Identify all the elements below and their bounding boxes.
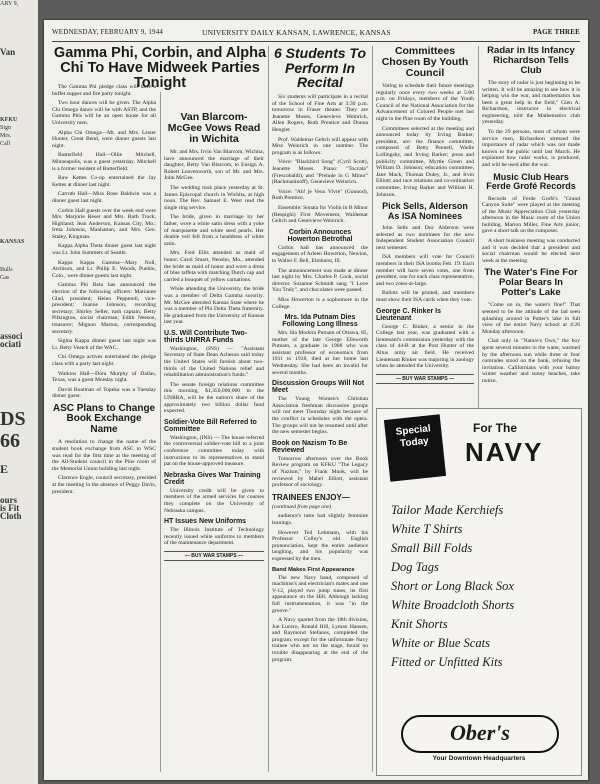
article-paragraph: Alpha Chi Omega—Mr. and Mrs. Lester Hunter, Great Bend, were dinner guests last night. [52, 129, 156, 149]
column-3 [272, 46, 368, 774]
prev-line: ARY 9, [0, 1, 19, 7]
prev-line: E [0, 462, 9, 476]
article-paragraph: Kappa Alpha Theta dinner guest last night was Lt. John Summers of Seattle. [52, 243, 156, 257]
article-paragraph: The Young Women's Christian Association freshman discussion groups will not meet Thursday night because of the conflict in schedules with the opera. The groups will not be resumed until after the new semester begins. [272, 396, 368, 436]
ad-item: White Broadcloth Shorts [391, 598, 515, 612]
article-paragraph: audience's taste had slightly feminine leanings. [272, 513, 368, 526]
article-headline: Soldier-Vote Bill Referred to Committee [164, 418, 257, 433]
article-paragraph: Records of Ferde Grofé's "Grand Canyon Suite" were played at the meeting of the Music Appreciation Club yesterday afternoon in the Music room of the Union building. Marion Miller, Fine Arts junior, gave a short talk on the composer. [482, 195, 580, 235]
prev-line: ours [0, 495, 18, 505]
article-paragraph: Corbin Hall guests over the week end were Mrs. Marjorie Reser and Mrs. Ruth Trock, Highland; Jean Anderson, Kansas City, Mo.; Irma Johnson, Manhattan; and Mrs. Geo. Staley, Kingman. [52, 207, 156, 240]
prev-line: 66 [0, 430, 20, 452]
prev-line: associ [0, 331, 23, 341]
article-paragraph: Watkins Hall—Dora Murphy of Dallas, Texas, was a guest Monday night. [52, 370, 156, 384]
prev-line: Sign [0, 125, 12, 131]
ad-item: Knit Shorts [391, 617, 448, 631]
page-header [52, 28, 580, 40]
ad-item: Dog Tags [391, 560, 439, 574]
prev-line: is Fit [0, 503, 20, 513]
article-paragraph: Voice: "Ah! je Veux Vivre" (Gounod), Ruth Prentice. [272, 188, 368, 202]
article-paragraph: Kappa Kappa Gamma—Mary Noll, Atchison, and Lt. Philip E. Woods, Pueblo, Colo., were dinner guests last night. [52, 259, 156, 279]
article-headline: Corbin Announces Howerton Betrothal [287, 228, 353, 243]
obers-logo: Ober's [401, 715, 559, 753]
ad-item: Short or Long Black Sox [391, 579, 514, 593]
prev-line: KFKU [0, 117, 18, 123]
ad-tagline: Your Downtown Headquarters [432, 755, 526, 762]
prev-line: Gas [0, 275, 10, 281]
prev-line: KANSAS [0, 239, 25, 245]
article-paragraph: Mrs. Ida Modora Putnam of Ottawa, 85, mother of the late George Ellsworth Putnam, a graduate in 1908 who was assistant professor of economics from 1911 to 1918, died at her home last Wednesday. She had been an invalid for several months. [272, 330, 368, 376]
article-paragraph: Tomorrow afternoon over the Book Review program on KFKU "The Legacy of Nazism," by Frank Munk, will be reviewed by Mabel Elliott, assistant professor of sociology. [272, 455, 368, 489]
continued-note: (continued from page one) [272, 503, 332, 510]
prev-line: Cloth [0, 511, 22, 521]
column-2 [164, 112, 264, 774]
article-headline: George C. Rinker Is Lieutenant [376, 307, 441, 322]
ad-item: Small Bill Folds [391, 541, 473, 555]
article-paragraph: John Sells and Doc Alderson were selected as two nominees for the new Independent Student Association Council next semester. [376, 225, 474, 251]
ad-item-list [391, 501, 575, 672]
prev-line: Call [0, 141, 10, 147]
article-paragraph: Butterfield Hall—Ollie Mitchell, Minneapolis, was a guest yesterday. Mitchell is a former resident of Butterfield. [52, 152, 156, 172]
article-headline: ASC Plans to Change Book Exchange Name [52, 402, 156, 435]
article-paragraph: Miss Howerton is a sophomore in the College. [272, 296, 368, 310]
prev-line: ociati [0, 339, 21, 349]
article-paragraph: Voting to schedule their future meetings regularly once every two weeks at 5:00 p.m. on Fridays, members of the Youth Council of the National Association for the Advancement of Colored People met last night in the Pine room of the building. [376, 83, 474, 123]
ad-item: Fitted or Unfitted Kits [391, 655, 503, 669]
article-paragraph: University credit will be given to members of the armed services for courses they complete on the University of Nebraska campus. [164, 487, 264, 514]
column-5 [482, 46, 580, 402]
article-paragraph: The Illinois Institute of Technology recently issued white uniforms to members of the maintenance department. [164, 527, 264, 547]
article-paragraph: Chi Omega actives entertained the pledge class with a party last night. [52, 354, 156, 367]
article-paragraph: Mrs. Fred Ellis attended as maid of honor. Carol Stuart, Neosho, Mo., attended the bride as maid of honor and wore a dress of blue taffeta with matching Dutch cap and carried a bouquet of yellow carnations. [164, 250, 264, 283]
article-paragraph: Voice: "Blackbird Song" (Cyril Scott), Jeanette Moses. Piano: "Toccata" (Frescobaldi), and "Prelude in G Minor" (Rachmaninoff), Genevieve Weinrich. [272, 159, 368, 186]
ad-item: Tailor Made Kerchiefs [391, 503, 504, 517]
article-paragraph: Ballots will be printed, and members must show their ISA cards when they vote. [376, 290, 474, 303]
article-paragraph: While attending the University, the bride was a member of Delta Gamma sorority. Mr. McGee attended Kansas State where he was a member of Phi Delta Theta fraternity. He graduated from the University of Kansas last year. [164, 286, 264, 326]
article-paragraph: The bride, given in marriage by her father, wore a white satin dress with a yoke of marquisette and white seed pearls. Her double veil fell from a headdress of white satin. [164, 214, 264, 247]
article-paragraph: To the 29 persons, most of whom were service men, Richardson stressed the importance of radar which was not made known to the public until last March. He explained how radar works, is produced, and will be used after the war. [482, 129, 580, 169]
war-stamps-banner: — BUY WAR STAMPS — [164, 551, 264, 561]
page-number: PAGE THREE [532, 28, 580, 36]
special-today-badge: Special Today [384, 414, 446, 482]
article-paragraph: Washington, (INS) — "Assistant Secretary of State Dean Acheson said today the United States will furnish about two-thirds of the United Nations relief and rehabilitation administration's funds." [164, 345, 264, 379]
prev-line: DS [0, 408, 26, 430]
article-paragraph: The wedding took place yesterday at St. James Episcopal church in Wichita, at high noon. The Rev. Samuel E. West read the single ring service. [164, 185, 264, 211]
ad-for-the: For The [473, 421, 517, 435]
header-rule [52, 41, 580, 42]
article-headline: Van Blarcom-McGee Vows Read in Wichita [167, 112, 261, 146]
obers-advertisement [376, 408, 582, 776]
paper-title: UNIVERSITY DAILY KANSAN, LAWRENCE, KANSAS [202, 28, 391, 37]
article-paragraph: Clad only in "Nature's Own," the boy spent several minutes in the water, warmed by the afternoon sun while three or four comrades stood on the bank, refusing the invitation. Californians with your balmy winter weather and sunny beaches, take notice. [482, 338, 580, 384]
article-headline: Radar in Its Infancy Richardson Tells Club [487, 46, 575, 76]
article-paragraph: Mr. and Mrs. Irvin Van Blarcom, Wichita, have announced the marriage of their daughter, Betty Van Blarcom, to Ensign A. Robert Leavenworth, son of Mr. and Mrs. John McGee. [164, 149, 264, 182]
article-paragraph: Committees selected at the meeting and announced today by Irving Barker, president, are: the finance committee, composed of Betty Pennell, Wadie Lollingsby, and Irving Barker; press and publicity committee, Myrtle Green and William D. Johnson; education committee, Jane Mack, Thomas Duley, Jr., and Irvin Elliott; and race relations and co-ordination committee, Irving Barker and William H. Johnson. [376, 125, 474, 198]
article-paragraph: Clarence Engle, council secretary, presided at the meeting in the absence of Peggy Davis, president. [52, 475, 156, 495]
article-headline: Pick Sells, Alderson As ISA Nominees [382, 201, 468, 221]
prev-line: Van [0, 47, 16, 57]
article-paragraph: A resolution to change the name of the student book exchange from ASC to WSC was read for the first time at the meeting of the All-Student council in the Pine room of the Memorial Union building last night. [52, 439, 156, 472]
article-paragraph: Corbin hall has announced the engagement of Arleen Howerton, Newton, to Walter F. Bell, Elmhurst, Ill. [272, 244, 368, 264]
previous-page-edge [0, 0, 38, 784]
ad-item: White T Shirts [391, 522, 463, 536]
article-paragraph: The senate foreign relations committee this morning, $1,350,000,000 to the UNRRA, will be the nation's share of the approximately two billion dollar fund expected. [164, 381, 264, 415]
article-paragraph: Ensemble: Sonata for Violin in B Minor (Respighi) First Movement, Waldemar Geltch and Genevieve Weinrich. [272, 204, 368, 225]
newspaper-page [44, 20, 588, 780]
article-headline: U.S. Will Contribute Two-thirds UNRRA Funds [164, 329, 248, 344]
article-paragraph: George C. Rinker, a senior in the College last year, was graduated with a lieutenant's commission yesterday with the class of 44-B at the Post Hunter of the Altus army air field. He received Lieutenant Rinker was majoring in zoology when he attended the University. [376, 323, 474, 370]
article-paragraph: Six students will participate in a recital of the School of Fine Arts at 3:30 p.m. tomorrow in Fraser theater. They are Jeanette Moses, Genevieve Weinrich, Allen Rogers, Ruth Prentice and Donna Hengler. [272, 94, 368, 134]
article-paragraph: "Come on in, the water's fine!" That seemed to be the attitude of the lad seen splashing around in Potter's lake in full view of the entire Navy school at 4:26 Monday afternoon. [482, 302, 580, 335]
article-headline: Music Club Hears Ferde Grofé Records [486, 171, 576, 192]
issue-date: WEDNESDAY, FEBRUARY 9, 1944 [52, 28, 164, 36]
article-paragraph: The new Navy band, composed of machinist's and electrician's mates and one V-12, played two jump tunes, its first appearance on the Hill. Although lacking full instrumentation, it was "in the groove." [272, 574, 368, 614]
article-paragraph: Two hour dances will be given. The Alpha Chi Omega dance will be with ASTP, and the Gamma Phis will be an open house for all University men. [52, 100, 156, 126]
prev-line: Bulls [0, 267, 13, 273]
article-paragraph: Washington, (INS) — The house referred the controversial soldier-vote bill to a joint conference committee today with instructions to its representatives to stand pat on the house-approved measure. [164, 434, 264, 468]
article-subhead: Band Makes First Appearance [272, 566, 355, 573]
article-paragraph: Raw Kettes Co-op entertained the Jay Kettes at dinner last night. [52, 175, 156, 188]
article-paragraph: ISA members will vote for Council members in their ISA booths Feb. 19. Each member will have seven votes, one from president, one for each class representative, and two votes-at-large. [376, 254, 474, 287]
article-paragraph: However Ted Lehmann, with his Professor Colley's old English pronunciation, kept the entire audience laughing, and his popularity was expressed by the men. [272, 529, 368, 562]
article-paragraph: Carruth Hall—Miss Rose Baldwin was a dinner guest last night. [52, 191, 156, 204]
article-paragraph: A short business meeting was conducted and it was decided that a president and social chairman would be elected next week at the meeting. [482, 238, 580, 264]
article-paragraph: Sigma Kappa dinner guest last night was Lt. Betty Veatch of the WAC. [52, 338, 156, 351]
article-headline: Book on Nazism To Be Reviewed [272, 439, 348, 454]
article-paragraph: A Navy quartet from the 18th division, Joe Lucero, Ronald Hill, Lyman Hansen, and Raymond Stefanos, completed the program, except for the unfortunate Navy trainee who not on the stage, found no trouble disappearing at the end of the program. [272, 617, 368, 663]
column-divider [268, 46, 269, 772]
article-headline: The Water's Fine For Polar Bears In Potter's Lake [484, 267, 578, 299]
article-paragraph: The Gamma Phi pledge class will have a buffet supper and fire party tonight. [52, 84, 156, 97]
article-headline: Committees Chosen By Youth Council [381, 46, 469, 80]
ad-item: White or Blue Scats [391, 636, 490, 650]
article-headline: TRAINEES ENJOY— [272, 492, 350, 502]
article-paragraph: The announcement was made at dinner last night by Mrs. Charles P. Cook, social director. Suzanne Schmidt sang "I Love You Truly", and chocolates were passed. [272, 267, 368, 294]
article-paragraph: David Boatman of Topeka was a Tuesday dinner guest. [52, 386, 156, 400]
war-stamps-banner: — BUY WAR STAMPS — [376, 374, 474, 384]
article-headline: Mrs. Ida Putnam Dies Following Long Illness [282, 314, 358, 329]
ad-navy-title: NAVY [465, 437, 544, 467]
article-paragraph: Gamma Phi Beta has announced the election of the following officers: Marianne Glad, president; Helen Pepperell, vice-president; Joanne Johnson, recording secretary; Shirley Seller, rush captain; Betty Pilkington, social chairman; Edith Neeson, treasurer; Mignon Marton, corresponding secretary. [52, 282, 156, 335]
article-paragraph: Prof. Waldemar Geltch will appear with Miss Weinrich in one number. The program is as follows: [272, 136, 368, 156]
article-headline: HT Issues New Uniforms [164, 518, 247, 526]
article-paragraph: The story of radar is just beginning to be written. It will be amazing to see how it is helping win the war, and mathematics has been a great help in the field," Glen A. Richardson, instructor in electrical engineering, told the Mathematics club yesterday. [482, 79, 580, 126]
article-headline: Nebraska Gives War Training Credit [164, 471, 261, 486]
column-divider [372, 46, 373, 772]
column-1 [52, 84, 156, 774]
lead-headline: Gamma Phi, Corbin, and Alpha Chi To Have Midweek Parties Tonight [53, 46, 267, 92]
article-headline: 6 Students To Perform In Recital [273, 46, 367, 91]
column-divider [160, 46, 161, 772]
article-headline: Discussion Groups Will Not Meet [272, 380, 365, 395]
prev-line: Mrs. [0, 133, 12, 139]
column-4 [376, 46, 474, 402]
